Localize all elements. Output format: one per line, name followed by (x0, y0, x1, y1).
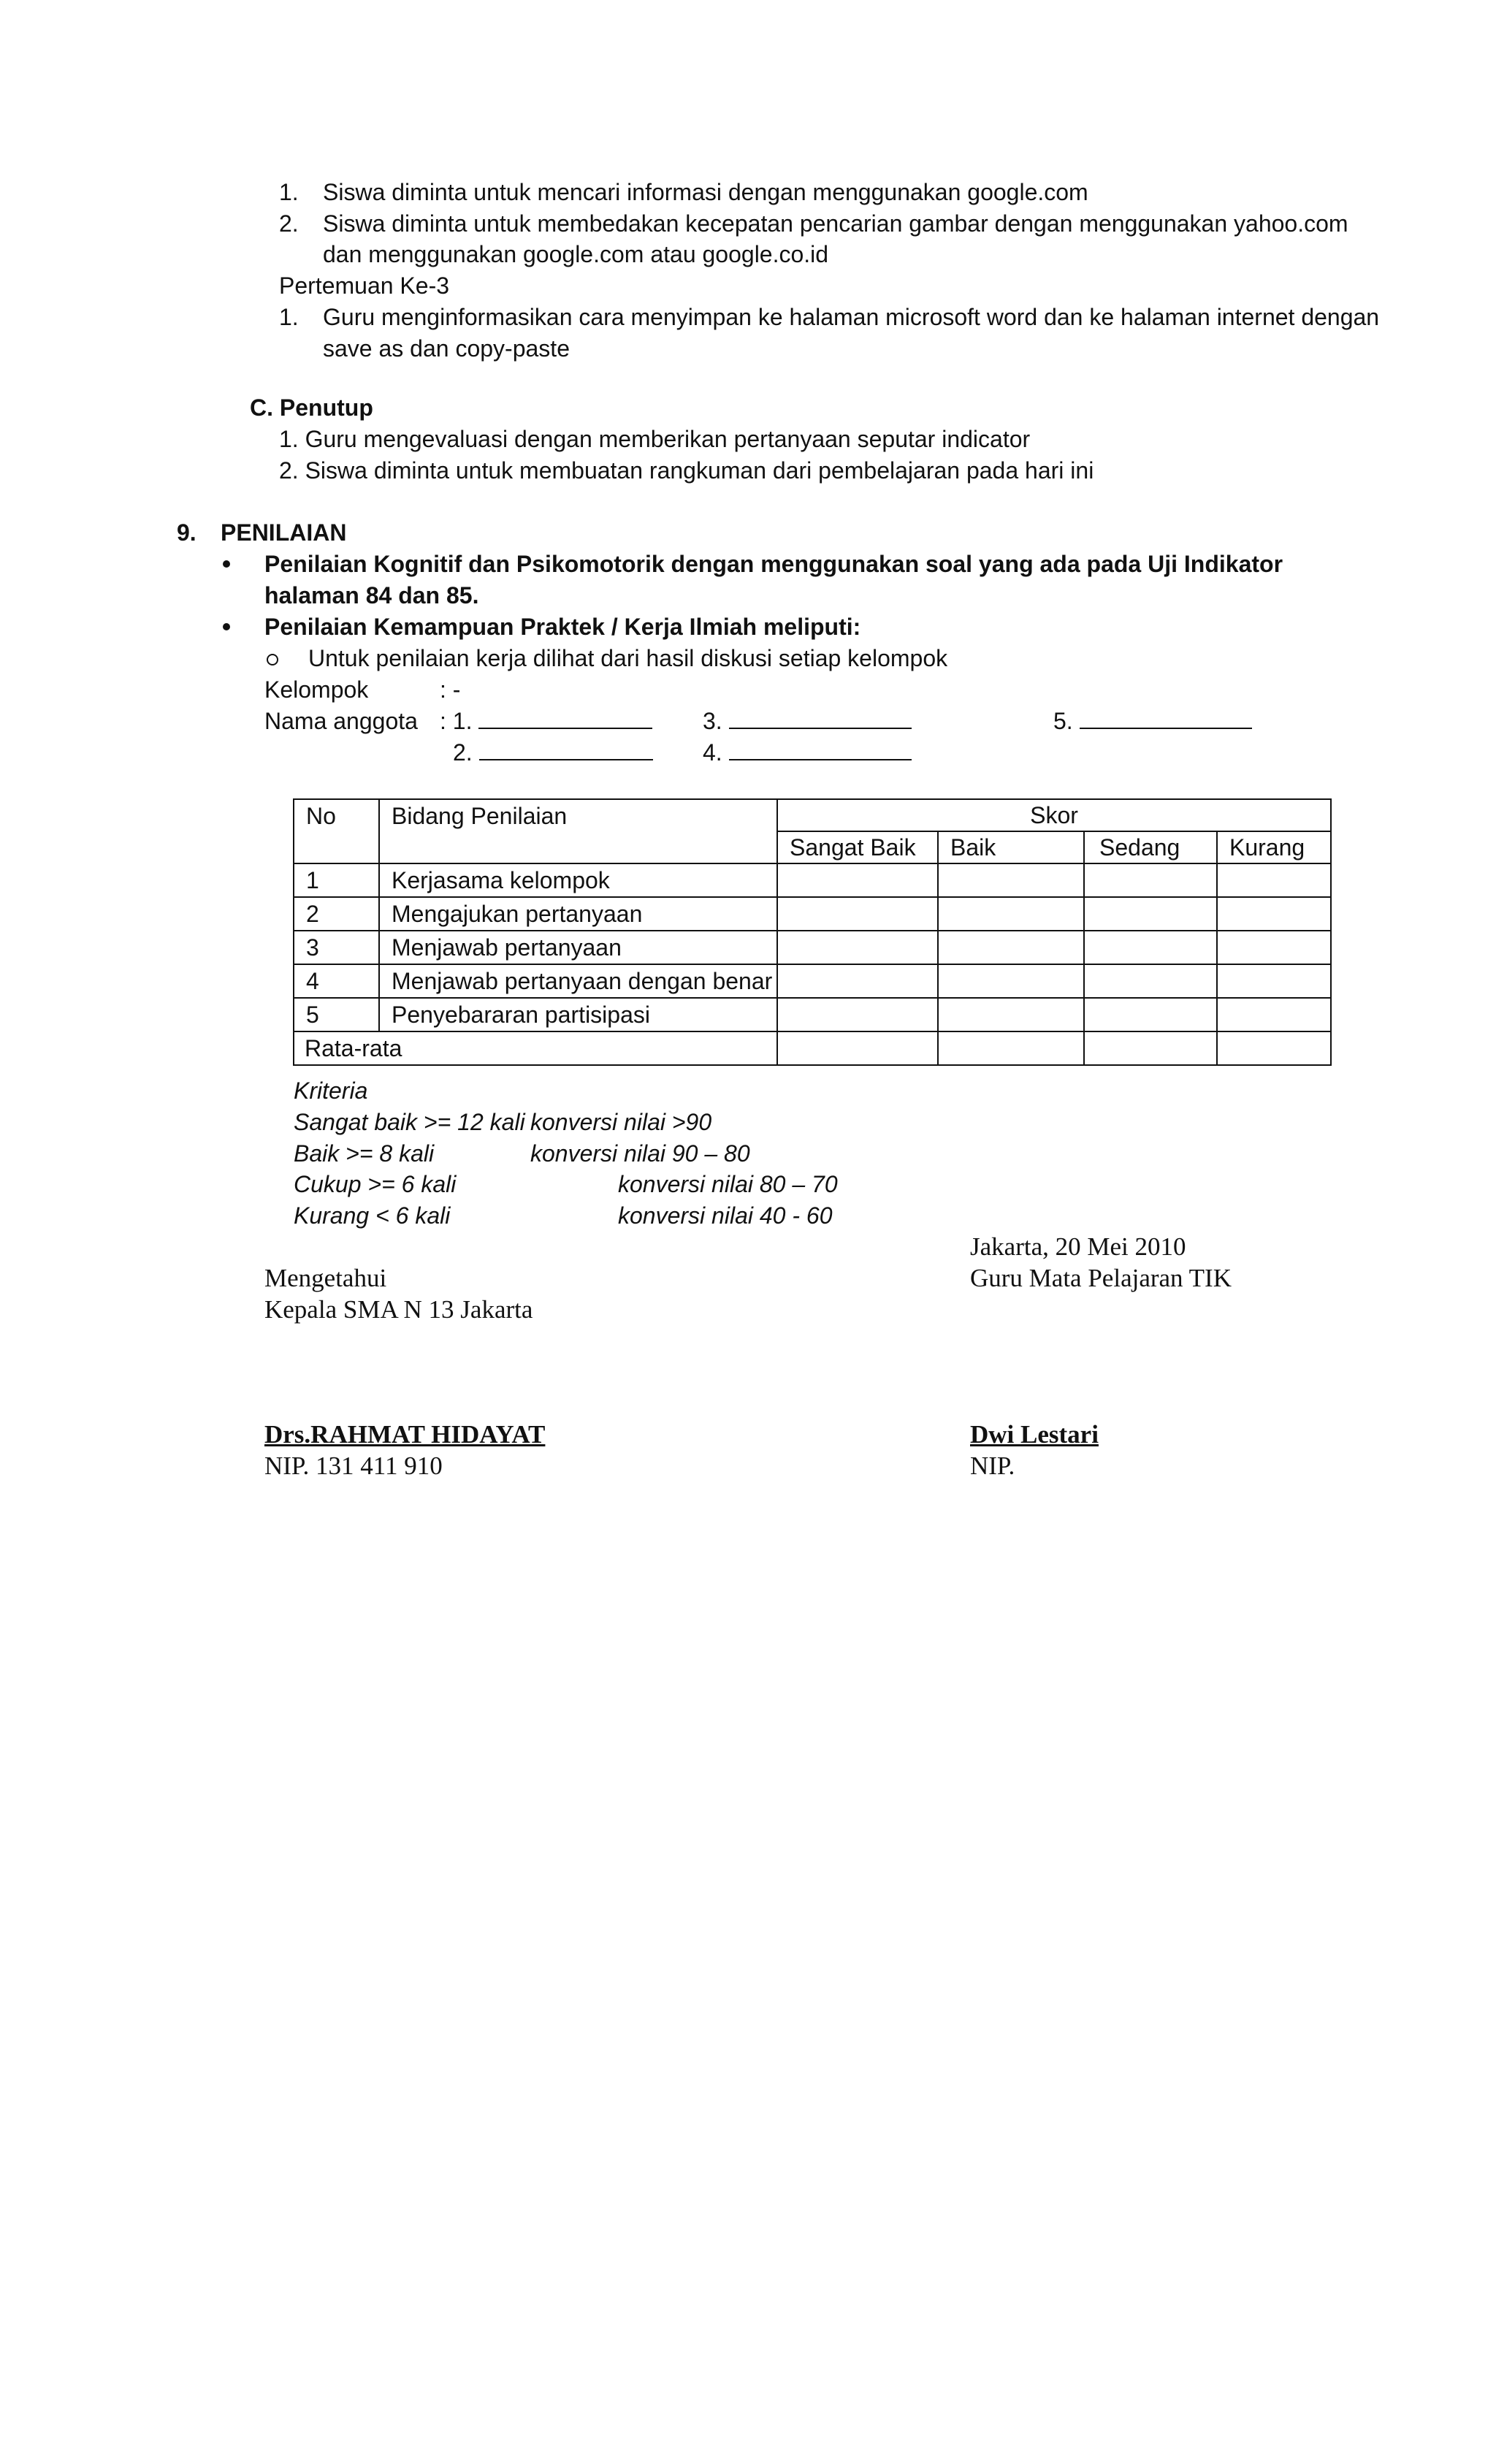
score-cell (938, 931, 1084, 964)
header-skor: Skor (777, 799, 1331, 831)
row-no: 1 (294, 863, 379, 897)
score-cell (1084, 897, 1217, 931)
score-cell (1217, 897, 1331, 931)
bullet-icon (223, 560, 230, 568)
bullet-text: Penilaian Kemampuan Praktek / Kerja Ilmiah meliputi: (264, 614, 861, 640)
place-date: Jakarta, 20 Mei 2010 (970, 1232, 1186, 1261)
header-no: No (294, 799, 379, 863)
kriteria-label: Baik >= 8 kali (294, 1140, 435, 1167)
kelompok-value: : - (440, 676, 461, 703)
sub-bullet-text: Untuk penilaian kerja dilihat dari hasil diskusi setiap kelompok (308, 645, 948, 671)
score-cell (1217, 998, 1331, 1031)
score-cell (777, 998, 938, 1031)
score-cell (1217, 964, 1331, 998)
score-cell (938, 897, 1084, 931)
nip-left: NIP. 131 411 910 (264, 1452, 443, 1480)
row-rata-rata: Rata-rata (294, 1031, 777, 1065)
row-no: 2 (294, 897, 379, 931)
anggota-1: : 1. (440, 707, 652, 735)
pertemuan-label: Pertemuan Ke-3 (279, 272, 450, 299)
list-number: 1. (279, 304, 299, 330)
list-item-text: Guru menginformasikan cara menyimpan ke halaman microsoft word dan ke halaman internet dengan (323, 304, 1380, 330)
score-cell (938, 1031, 1084, 1065)
score-cell (777, 1031, 938, 1065)
score-cell (1217, 863, 1331, 897)
row-no: 4 (294, 964, 379, 998)
list-item-text-continued: dan menggunakan google.com atau google.co.id (323, 241, 829, 267)
kriteria-label: Kurang < 6 kali (294, 1202, 451, 1229)
row-no: 3 (294, 931, 379, 964)
score-cell (938, 998, 1084, 1031)
anggota-2: 2. (453, 739, 653, 766)
table-row-average (294, 1031, 1331, 1065)
table-row (294, 964, 1331, 998)
kelompok-label: Kelompok (264, 676, 369, 703)
section-number: 9. (177, 519, 196, 546)
score-cell (777, 863, 938, 897)
row-no: 5 (294, 998, 379, 1031)
section-heading-penilaian: PENILAIAN (221, 519, 347, 546)
header-kurang: Kurang (1217, 831, 1331, 863)
section-heading-penutup: C. Penutup (250, 394, 373, 421)
row-bidang: Mengajukan pertanyaan (379, 897, 777, 931)
header-sedang: Sedang (1084, 831, 1217, 863)
header-bidang: Bidang Penilaian (379, 799, 777, 863)
kriteria-konversi: konversi nilai 40 - 60 (618, 1202, 833, 1229)
anggota-4: 4. (703, 739, 912, 766)
kriteria-label: Sangat baik >= 12 kali (294, 1109, 525, 1135)
bullet-icon (223, 623, 230, 630)
signer-name-right: Dwi Lestari (970, 1420, 1099, 1449)
score-table (293, 798, 1332, 1066)
signer-name-left: Drs.RAHMAT HIDAYAT (264, 1420, 546, 1449)
score-cell (777, 964, 938, 998)
kriteria-title: Kriteria (294, 1077, 368, 1104)
list-number: 2. (279, 210, 299, 237)
nama-anggota-label: Nama anggota (264, 708, 418, 734)
kriteria-konversi: konversi nilai 90 – 80 (530, 1140, 750, 1167)
score-cell (938, 863, 1084, 897)
bullet-text-continued: halaman 84 dan 85. (264, 582, 479, 609)
anggota-3: 3. (703, 707, 912, 735)
kriteria-label: Cukup >= 6 kali (294, 1171, 457, 1197)
row-bidang: Menjawab pertanyaan dengan benar (379, 964, 777, 998)
row-bidang: Penyebararan partisipasi (379, 998, 777, 1031)
list-item-text-continued: save as dan copy-paste (323, 335, 570, 362)
penutup-item: 1. Guru mengevaluasi dengan memberikan pertanyaan seputar indicator (279, 426, 1031, 452)
kriteria-konversi: konversi nilai >90 (530, 1109, 712, 1135)
score-cell (1084, 964, 1217, 998)
kepala-title: Kepala SMA N 13 Jakarta (264, 1295, 533, 1324)
table-row (294, 931, 1331, 964)
header-baik: Baik (938, 831, 1084, 863)
score-cell (938, 964, 1084, 998)
score-cell (1217, 1031, 1331, 1065)
table-row (294, 998, 1331, 1031)
anggota-5: 5. (1053, 707, 1252, 735)
guru-title: Guru Mata Pelajaran TIK (970, 1264, 1232, 1292)
score-cell (1084, 931, 1217, 964)
list-item-text: Siswa diminta untuk mencari informasi dengan menggunakan google.com (323, 179, 1088, 205)
score-cell (1084, 863, 1217, 897)
circle-bullet-icon (267, 654, 278, 665)
score-cell (1084, 998, 1217, 1031)
row-bidang: Kerjasama kelompok (379, 863, 777, 897)
mengetahui-label: Mengetahui (264, 1264, 387, 1292)
table-row (294, 863, 1331, 897)
nip-right: NIP. (970, 1452, 1015, 1480)
bullet-text: Penilaian Kognitif dan Psikomotorik dengan menggunakan soal yang ada pada Uji Indikator (264, 551, 1283, 577)
penutup-item: 2. Siswa diminta untuk membuatan rangkuman dari pembelajaran pada hari ini (279, 457, 1094, 484)
header-sangat-baik: Sangat Baik (777, 831, 938, 863)
score-cell (1217, 931, 1331, 964)
score-cell (777, 897, 938, 931)
table-row (294, 897, 1331, 931)
list-item-text: Siswa diminta untuk membedakan kecepatan pencarian gambar dengan menggunakan yahoo.com (323, 210, 1348, 237)
list-number: 1. (279, 179, 299, 205)
score-cell (777, 931, 938, 964)
score-cell (1084, 1031, 1217, 1065)
row-bidang: Menjawab pertanyaan (379, 931, 777, 964)
kriteria-konversi: konversi nilai 80 – 70 (618, 1171, 838, 1197)
